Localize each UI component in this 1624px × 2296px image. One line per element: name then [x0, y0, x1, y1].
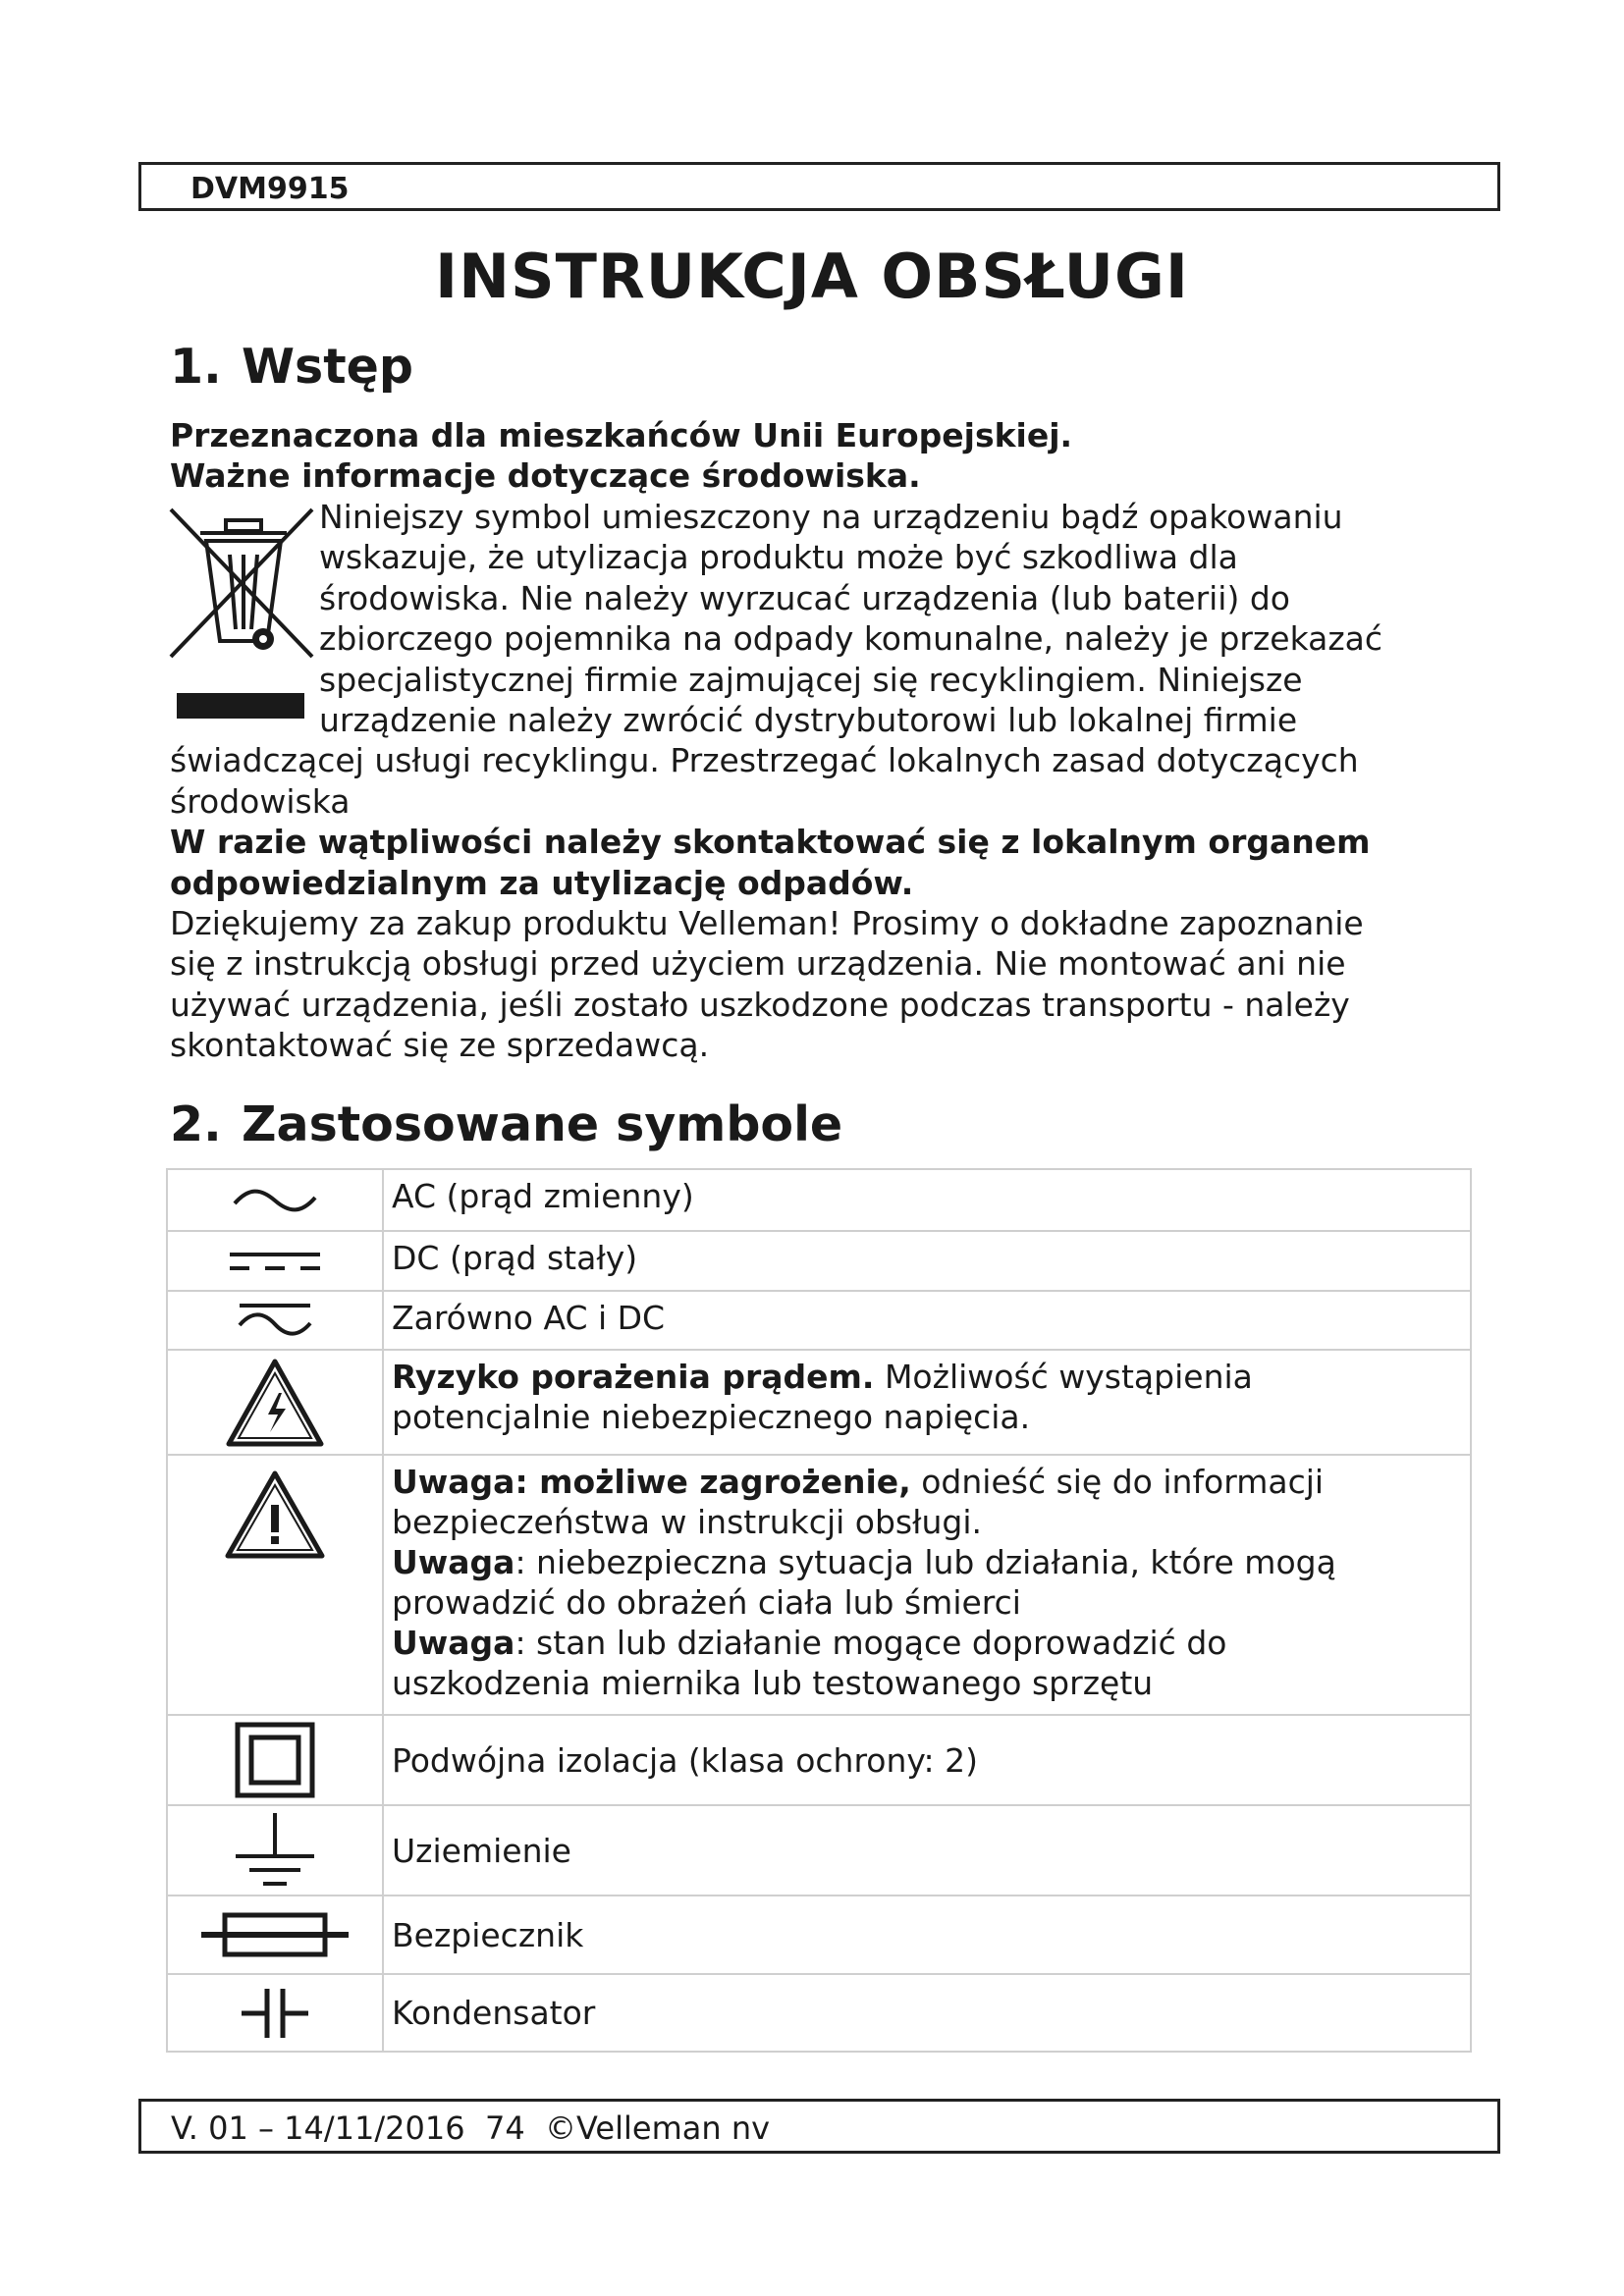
warning-1-line-2: prowadzić do obrażeń ciała lub śmierci — [392, 1583, 1021, 1622]
weee-line-4: zbiorczego pojemnika na odpady komunalne, należy je przekazać — [319, 619, 1383, 658]
warning-2-line-2: uszkodzenia miernika lub testowanego sprzętu — [392, 1664, 1154, 1702]
warning-2-rest-text: : stan lub działanie mogące doprowadzić do — [514, 1624, 1227, 1662]
model-number: DVM9915 — [190, 172, 350, 206]
icon-cell — [167, 1350, 383, 1455]
dc-line-icon — [226, 1247, 324, 1276]
warning-2-bold-text: Uwaga — [392, 1624, 515, 1662]
table-row — [167, 1169, 1471, 1231]
capacitor-icon — [240, 1985, 310, 2042]
symbol-desc-capacitor: Kondensator — [383, 1974, 1471, 2052]
section-2-title: Zastosowane symbole — [242, 1096, 843, 1152]
icon-cell — [167, 1231, 383, 1291]
icon-cell — [167, 1169, 383, 1231]
table-row — [167, 1291, 1471, 1350]
section-2-heading — [170, 1096, 842, 1152]
crossed-out-wheelie-bin-icon — [165, 504, 320, 721]
icon-cell — [167, 1805, 383, 1896]
footer-text: V. 01 – 14/11/2016 74 ©Velleman nv — [171, 2109, 771, 2147]
weee-line-6: urządzenie należy zwrócić dystrybutorowi lub lokalnej firmie — [319, 701, 1298, 739]
footer-box — [138, 2099, 1500, 2154]
table-row — [167, 1231, 1471, 1291]
ground-icon — [234, 1811, 316, 1890]
shock-bold-text: Ryzyko porażenia prądem. — [392, 1358, 875, 1396]
weee-line-3: środowiska. Nie należy wyrzucać urządzenia (lub baterii) do — [319, 579, 1290, 617]
icon-cell — [167, 1896, 383, 1974]
sine-wave-icon — [231, 1184, 319, 1217]
symbols-table — [166, 1168, 1472, 2053]
weee-line-1: Niniejszy symbol umieszczony na urządzeniu bądź opakowaniu — [319, 498, 1343, 536]
table-row — [167, 1455, 1471, 1715]
fuse-icon — [199, 1909, 351, 1960]
weee-cont-line-2: środowiska — [170, 782, 351, 821]
section-1-number: 1. — [170, 339, 222, 395]
weee-cont-line-1: świadczącej usługi recyklingu. Przestrzegać lokalnych zasad dotyczących — [170, 741, 1359, 779]
symbol-desc-shock — [383, 1350, 1471, 1455]
table-row — [167, 1974, 1471, 2052]
table-row — [167, 1896, 1471, 1974]
doubt-line-2: odpowiedzialnym za utylizację odpadów. — [170, 864, 914, 902]
symbol-desc-ground: Uziemienie — [383, 1805, 1471, 1896]
caution-bold-text: Uwaga: możliwe zagrożenie, — [392, 1463, 911, 1501]
caution-line-2: bezpieczeństwa w instrukcji obsługi. — [392, 1503, 982, 1541]
exclamation-warning-triangle-icon — [224, 1469, 326, 1560]
doubt-line-1: W razie wątpliwości należy skontaktować się z lokalnym organem — [170, 823, 1371, 861]
thanks-line-2: się z instrukcją obsługi przed użyciem urządzenia. Nie montować ani nie — [170, 944, 1346, 983]
section-1-heading — [170, 339, 413, 395]
symbol-desc-acdc: Zarówno AC i DC — [383, 1291, 1471, 1350]
icon-cell — [167, 1715, 383, 1805]
shock-line-2: potencjalnie niebezpiecznego napięcia. — [392, 1398, 1031, 1436]
table-row — [167, 1715, 1471, 1805]
section-2-number: 2. — [170, 1096, 222, 1152]
symbol-desc-caution — [383, 1455, 1471, 1715]
icon-cell — [167, 1974, 383, 2052]
page-title: INSTRUKCJA OBSŁUGI — [435, 240, 1189, 312]
symbol-desc-fuse: Bezpiecznik — [383, 1896, 1471, 1974]
thanks-line-4: skontaktować się ze sprzedawcą. — [170, 1026, 710, 1064]
warning-1-bold-text: Uwaga — [392, 1543, 515, 1581]
header-box — [138, 162, 1500, 211]
symbol-desc-ac: AC (prąd zmienny) — [383, 1169, 1471, 1231]
icon-cell — [167, 1455, 383, 1715]
weee-line-5: specjalistycznej firmie zajmującej się recyklingiem. Niniejsze — [319, 661, 1303, 699]
lightning-warning-triangle-icon — [225, 1358, 325, 1448]
table-row — [167, 1350, 1471, 1455]
thanks-line-1: Dziękujemy za zakup produktu Velleman! Prosimy o dokładne zapoznanie — [170, 904, 1364, 942]
eu-line-1: Przeznaczona dla mieszkańców Unii Europejskiej. — [170, 416, 1073, 454]
weee-line-2: wskazuje, że utylizacja produktu może być szkodliwa dla — [319, 538, 1238, 576]
caution-rest-text: odnieść się do informacji — [910, 1463, 1325, 1501]
double-square-icon — [235, 1722, 315, 1798]
warning-1-rest-text: : niebezpieczna sytuacja lub działania, które mogą — [514, 1543, 1336, 1581]
symbol-desc-double-insulation: Podwójna izolacja (klasa ochrony: 2) — [383, 1715, 1471, 1805]
icon-cell — [167, 1291, 383, 1350]
ac-dc-icon — [236, 1300, 314, 1341]
eu-line-2: Ważne informacje dotyczące środowiska. — [170, 456, 921, 495]
symbol-desc-dc: DC (prąd stały) — [383, 1231, 1471, 1291]
thanks-line-3: używać urządzenia, jeśli zostało uszkodzone podczas transportu - należy — [170, 986, 1350, 1024]
section-1-title: Wstęp — [242, 339, 413, 395]
table-row — [167, 1805, 1471, 1896]
shock-rest-text: Możliwość wystąpienia — [874, 1358, 1253, 1396]
